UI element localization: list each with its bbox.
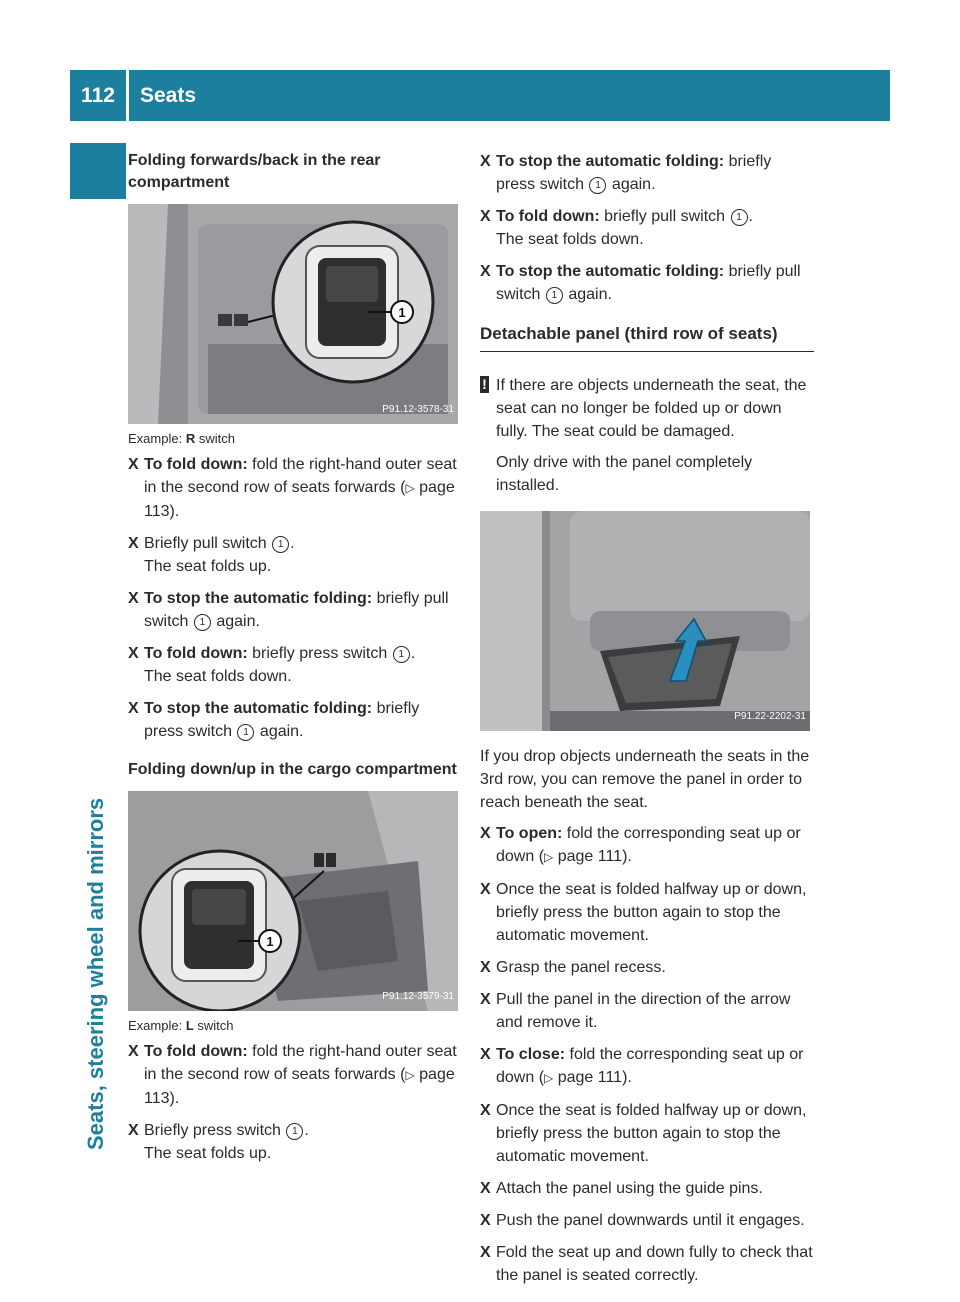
step-text: briefly pull switch (496, 263, 801, 303)
step (480, 1209, 814, 1232)
step-marker: X (480, 153, 491, 170)
step (128, 453, 462, 523)
step-text: Grasp the panel recess. (496, 959, 666, 976)
step-text: fold the corresponding seat up or down ( (496, 825, 801, 865)
step-text: Push the panel downwards until it engages. (496, 1212, 805, 1229)
photo-code: P91.12-3578-31 (382, 404, 454, 415)
step-marker: X (480, 991, 491, 1008)
step-label: To stop the automatic folding: (144, 590, 373, 607)
step (128, 697, 462, 743)
step-text: fold the right-hand outer seat in the second row of seats forwards ( (144, 1043, 457, 1083)
step (480, 956, 814, 979)
rear-switch-illustration (128, 204, 458, 424)
step-after: again. (563, 286, 612, 303)
photo-code: P91.12-3579-31 (382, 991, 454, 1002)
page-ref-icon: ▷ (544, 1071, 554, 1085)
step-text: Once the seat is folded halfway up or down, briefly press the button again to stop the automatic movement. (496, 881, 807, 944)
switch-number-icon: 1 (194, 614, 211, 631)
step (480, 822, 814, 869)
step-marker: X (480, 825, 491, 842)
step-result: The seat folds down. (496, 231, 644, 248)
step-text: Briefly pull switch (144, 535, 272, 552)
step-marker: X (480, 263, 491, 280)
photo-code: P91.22-2202-31 (734, 711, 806, 722)
step-marker: X (480, 1180, 491, 1197)
caption-prefix: Example: (128, 1018, 186, 1033)
step-marker: X (480, 1046, 491, 1063)
step-label: To open: (496, 825, 563, 842)
caption-key: R (185, 431, 196, 446)
switch-number-icon: 1 (237, 724, 254, 741)
heading-cargo-compartment: Folding down/up in the cargo compartment (128, 761, 457, 778)
warning-note: Only drive with the panel completely installed. (496, 454, 753, 494)
step-after: again. (607, 176, 656, 193)
chapter-tab (70, 143, 126, 199)
step-marker: X (128, 645, 139, 662)
page-number: 112 (81, 83, 115, 107)
photo-rear-switch (128, 204, 458, 424)
heading-detachable-panel: Detachable panel (third row of seats) (480, 322, 814, 352)
step-label: To close: (496, 1046, 566, 1063)
switch-number-icon: 1 (731, 209, 748, 226)
step-marker: X (128, 590, 139, 607)
header-divider (126, 70, 129, 121)
step (480, 205, 814, 251)
step-result: The seat folds down. (144, 668, 292, 685)
switch-number-icon: 1 (546, 287, 563, 304)
step (480, 1099, 814, 1168)
step-marker: X (128, 456, 139, 473)
step-marker: X (128, 1043, 139, 1060)
switch-number-icon: 1 (589, 177, 606, 194)
page-ref-icon: ▷ (405, 481, 415, 495)
step-marker: X (480, 1212, 491, 1229)
step (480, 260, 814, 306)
step-text: Once the seat is folded halfway up or down, briefly press the button again to stop the automatic movement. (496, 1102, 807, 1165)
caption-key: L (185, 1018, 194, 1033)
photo-panel (480, 511, 810, 731)
step-marker: X (480, 1102, 491, 1119)
step-text: briefly press switch (496, 153, 772, 193)
step-label: To fold down: (144, 645, 248, 662)
step-after: again. (211, 613, 260, 630)
step-result: The seat folds up. (144, 558, 272, 575)
step-marker: X (480, 208, 491, 225)
step (480, 1177, 814, 1200)
step-marker: X (480, 959, 491, 976)
step-label: To fold down: (144, 456, 248, 473)
switch-number-icon: 1 (272, 536, 289, 553)
page-ref-link[interactable]: page 113). (144, 479, 455, 520)
step-result: The seat folds up. (144, 1145, 272, 1162)
warning-icon: ! (480, 376, 489, 393)
heading-rear-compartment: Folding forwards/back in the rear compartment (128, 152, 381, 191)
step-label: To stop the automatic folding: (144, 700, 373, 717)
caption-suffix: switch (193, 1018, 234, 1033)
step-after: . (410, 645, 416, 662)
step-after: . (304, 1122, 309, 1139)
step (128, 642, 462, 688)
page-ref-link[interactable]: page 111). (557, 1069, 632, 1086)
page-ref-icon: ▷ (405, 1068, 415, 1082)
chapter-label-text: Seats, steering wheel and mirrors (83, 797, 108, 1150)
switch-number-icon: 1 (286, 1123, 303, 1140)
step-text: Briefly press switch (144, 1122, 286, 1139)
step-after: again. (255, 723, 304, 740)
intro-paragraph: If you drop objects underneath the seats in the 3rd row, you can remove the panel in order to reach beneath the seat. (480, 748, 810, 811)
svg-text:1: 1 (398, 305, 406, 320)
switch-number-icon: 1 (393, 646, 410, 663)
step-text: briefly press switch (247, 645, 392, 662)
step (128, 1040, 462, 1110)
panel-illustration (480, 511, 810, 731)
page-header (70, 70, 890, 121)
step (128, 532, 462, 578)
page-ref-link[interactable]: page 111). (557, 848, 632, 865)
step-after: . (748, 208, 753, 225)
step-label: To fold down: (496, 208, 600, 225)
step-marker: X (480, 881, 491, 898)
step-marker: X (128, 1122, 139, 1139)
step-after: . (290, 535, 295, 552)
warning-text: If there are objects underneath the seat, the seat can no longer be folded up or down fully. The seat could be damaged. (496, 377, 807, 440)
right-column (480, 150, 814, 1296)
step-marker: X (128, 700, 139, 717)
step (480, 988, 814, 1034)
caption-suffix: switch (195, 431, 235, 446)
step (128, 587, 462, 633)
step-text: fold the right-hand outer seat in the second row of seats forwards ( (144, 456, 457, 496)
cargo-switch-illustration (128, 791, 458, 1011)
caption-rear (128, 430, 462, 447)
step-marker: X (480, 1244, 491, 1261)
step-text: Pull the panel in the direction of the arrow and remove it. (496, 991, 791, 1031)
page-ref-link[interactable]: page 113). (144, 1066, 455, 1107)
warning-notice (480, 374, 814, 443)
svg-text:1: 1 (266, 934, 274, 949)
section-title: Seats (140, 84, 197, 107)
step-text: briefly press switch (144, 700, 420, 740)
step (480, 1043, 814, 1090)
step-text: fold the corresponding seat up or down ( (496, 1046, 804, 1086)
step-label: To stop the automatic folding: (496, 153, 725, 170)
step (480, 878, 814, 947)
step-label: To stop the automatic folding: (496, 263, 725, 280)
step-label: To fold down: (144, 1043, 248, 1060)
step-text: briefly pull switch (144, 590, 449, 630)
step-marker: X (128, 535, 139, 552)
step-text: Attach the panel using the guide pins. (496, 1180, 763, 1197)
step-text: Fold the seat up and down fully to check that the panel is seated correctly. (496, 1244, 813, 1284)
caption-cargo (128, 1017, 462, 1034)
step-text: briefly pull switch (599, 208, 730, 225)
step (480, 150, 814, 196)
step (128, 1119, 462, 1165)
step (480, 1241, 814, 1287)
photo-cargo-switch (128, 791, 458, 1011)
left-column (128, 150, 462, 1174)
page-ref-icon: ▷ (544, 850, 554, 864)
caption-prefix: Example: (128, 431, 186, 446)
